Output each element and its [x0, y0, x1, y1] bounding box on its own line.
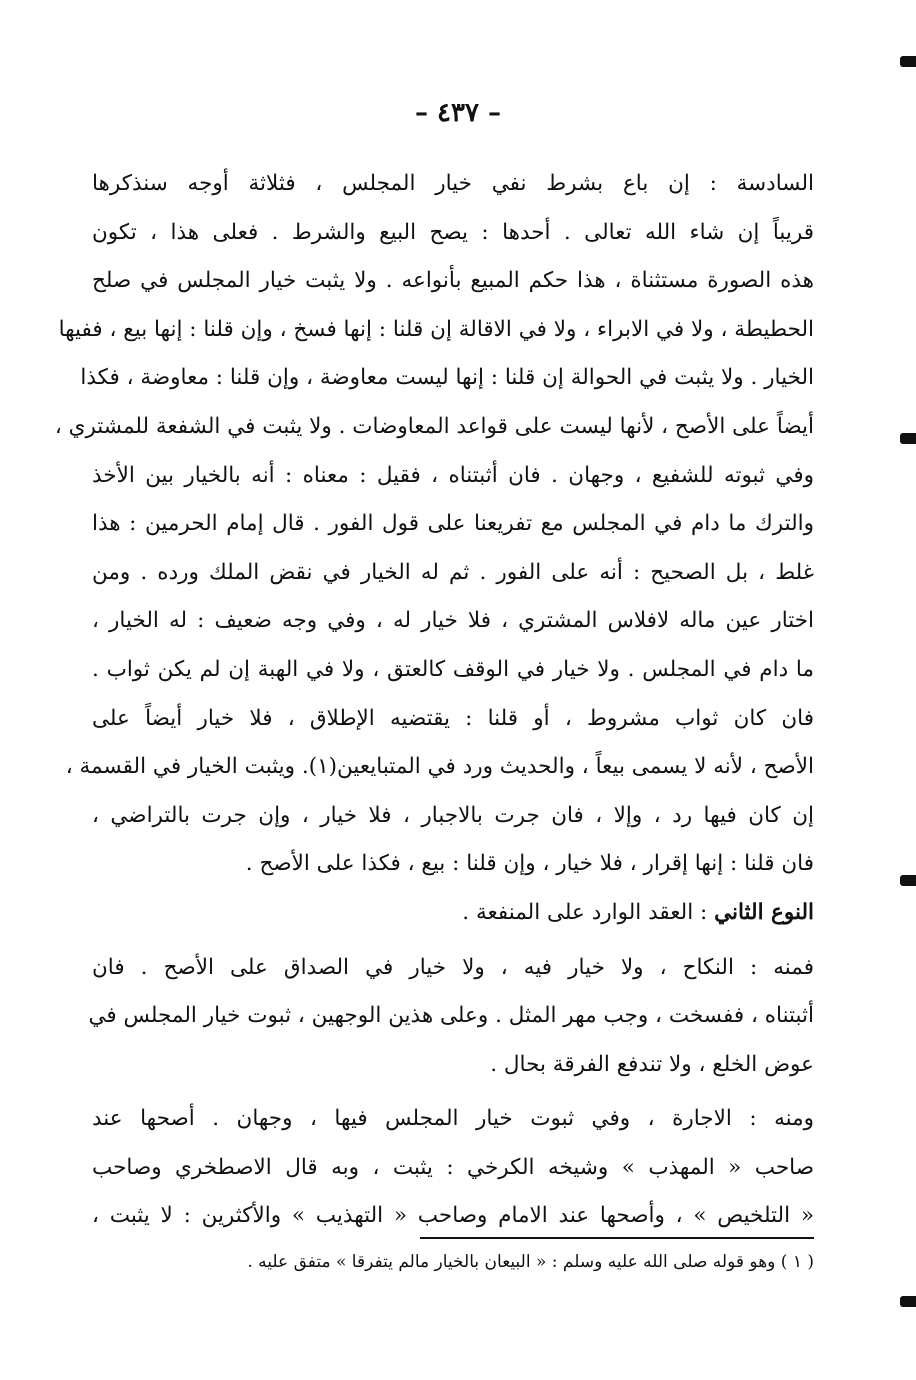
text-line: فان قلنا : إنها إقرار ، فلا خيار ، وإن قلنا : بيع ، فكذا على الأصح .	[245, 851, 814, 877]
text-line: الحطيطة ، ولا في الابراء ، ولا في الاقالة إن قلنا : إنها فسخ ، وإن قلنا : إنها بيع ، ففيها	[58, 316, 814, 342]
text-line: ما دام في المجلس . ولا خيار في الوقف كالعتق ، ولا في الهبة إن لم يكن ثواب .	[92, 656, 814, 682]
text-line: إن كان فيها رد ، وإلا ، فان جرت بالاجبار ، فلا خيار ، وإن جرت بالتراضي ،	[92, 802, 814, 828]
text-line: قريباً إن شاء الله تعالى . أحدها : يصح البيع والشرط . فعلى هذا ، تكون	[92, 219, 814, 245]
footnote-divider	[420, 1237, 814, 1239]
text-line: أيضاً على الأصح ، لأنها ليست على قواعد المعاوضات . ولا يثبت في الشفعة للمشتري ،	[54, 413, 814, 439]
page-number: – ٤٣٧ –	[414, 98, 502, 128]
text-line: السادسة : إن باع بشرط نفي خيار المجلس ، فثلاثة أوجه سنذكرها	[92, 171, 814, 196]
text-line: الأصح ، لأنه لا يسمى بيعاً ، والحديث ورد في المتبايعين(١). ويثبت الخيار في القسمة ،	[65, 754, 814, 780]
text-line: عوض الخلع ، ولا تندفع الفرقة بحال .	[490, 1051, 814, 1077]
section-heading: النوع الثاني	[714, 899, 814, 925]
scan-edge-mark	[900, 1296, 916, 1307]
text-line: صاحب « المهذب » وشيخه الكرخي : يثبت ، وبه قال الاصطخري وصاحب	[92, 1154, 814, 1180]
footnote: ( ١ ) وهو قوله صلى الله عليه وسلم : « البيعان بالخيار مالم يتفرقا » متفق عليه .	[247, 1252, 814, 1272]
text-line: والترك ما دام في المجلس مع تفريعنا على قول الفور . قال إمام الحرمين : هذا	[92, 511, 814, 537]
scan-edge-mark	[900, 433, 916, 444]
text-line: اختار عين ماله لافلاس المشتري ، فلا خيار له ، وفي وجه ضعيف : له الخيار ،	[92, 608, 814, 634]
scan-edge-mark	[900, 56, 916, 67]
text-line: غلط ، بل الصحيح : أنه على الفور . ثم له الخيار في نقض الملك ورده . ومن	[92, 559, 814, 585]
text-line: أثبتناه ، ففسخت ، وجب مهر المثل . وعلى هذين الوجهين ، ثبوت خيار المجلس في	[88, 1003, 814, 1029]
section-heading-line	[92, 889, 814, 938]
scan-edge-mark	[900, 875, 916, 886]
text-line: ومنه : الاجارة ، وفي ثبوت خيار المجلس فيها ، وجهان . أصحها عند	[92, 1106, 814, 1132]
text-line: وفي ثبوته للشفيع ، وجهان . فان أثبتناه ، فقيل : معناه : أنه بالخيار بين الأخذ	[92, 462, 814, 488]
text-line: « التلخيص » ، وأصحها عند الامام وصاحب « التهذيب » والأكثرين : لا يثبت ،	[92, 1203, 814, 1229]
main-text	[54, 160, 814, 1241]
section-heading-rest: : العقد الوارد على المنفعة .	[462, 899, 715, 925]
text-line: الخيار . ولا يثبت في الحوالة إن قلنا : إنها ليست معاوضة ، وإن قلنا : معاوضة ، فكذا	[80, 365, 814, 391]
text-line: فان كان ثواب مشروط ، أو قلنا : يقتضيه الإطلاق ، فلا خيار أيضاً على	[92, 705, 814, 731]
text-line: هذه الصورة مستثناة ، هذا حكم المبيع بأنواعه . ولا يثبت خيار المجلس في صلح	[92, 268, 814, 294]
text-line: فمنه : النكاح ، ولا خيار فيه ، ولا خيار في الصداق على الأصح . فان	[92, 954, 814, 980]
